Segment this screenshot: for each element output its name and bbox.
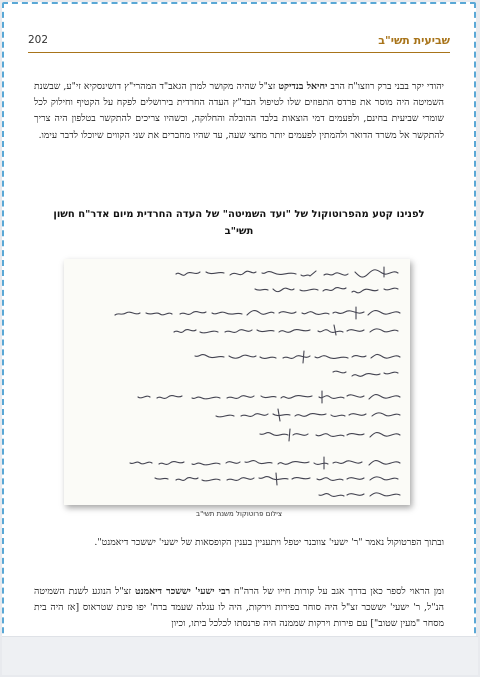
paragraph1-text-start: יהודי יקר בבני ברק רוזצו"ח הרב: [327, 81, 444, 92]
section-heading: לפנינו קטע מהפרוטוקול של "ועד השמיטה" של העדה החרדית מיום אדר"ח חשון תשי"ב: [53, 209, 425, 237]
running-title: שביעית תשי"ב: [378, 33, 450, 47]
paragraph-protocol-quote: ובתוך הפרטוקול נאמר "ר' ישעי' צוובנר יטפל ויתעניין בענין הקופסאות של ישעי' יששכר דיאמנט".: [94, 537, 444, 548]
paragraph3-text-end: זצ"ל הנוגע לשנת השמיטה הנ"ל, ר' ישעי' יששכר זצ"ל היה סוחר בפירות וירקות, היה לו עגלה שעמד ברח' יפו פינת שטראוס [אז היה בית מסחר "מעין שטוב"] עם פירות וירקות שממנה היה פרנסתו לכלכל ביתו, וכיון: [34, 586, 444, 630]
handwriting-scan: [64, 259, 410, 505]
paragraph-bendikt: [34, 79, 444, 144]
image-caption: צילום פרוטוקול משנת תשי"ב: [196, 510, 282, 518]
paragraph1-text-end: זצ"ל שהיה מקושר למרן הגאב"ד המהרי"ץ דושינסקיא זי"ע, שבשנת השמיטה היה מוסר את פרדס התפוזים שלו לטיפול הבד"ץ העדה החרדית בירושלים לפקח על הקטיף וחילוק לכל שומרי שביעית בחינם, ולפעמים דמי הוצאות בלבד ההובלה והחלוקה, וכשהיו צריכים להתקשר בטלפון היה צריך להתקשר אל משרד הדואר ולהמתין לפעמים יותר מחצי שעה, עד שהיו מחברים את שני הקווים שיוכלו לדבר עימו.: [34, 81, 444, 141]
header-rule: [28, 52, 450, 53]
book-page: [28, 30, 450, 630]
paragraph3-bold-name: רבי ישעי' יששכר דיאמנט: [134, 586, 231, 597]
paragraph1-bold-name: יחיאל בנדיקט: [278, 81, 328, 92]
paragraph3-text-start: ומן הראוי לספר כאן בדרך אגב על קורות חייו של הרה"ח: [230, 586, 444, 597]
handwritten-protocol-image: [64, 259, 410, 505]
page-header: [28, 30, 450, 50]
paragraph-diamant: [34, 584, 444, 633]
page-number: 202: [28, 34, 49, 46]
bottom-toolbar-area: [2, 636, 478, 675]
